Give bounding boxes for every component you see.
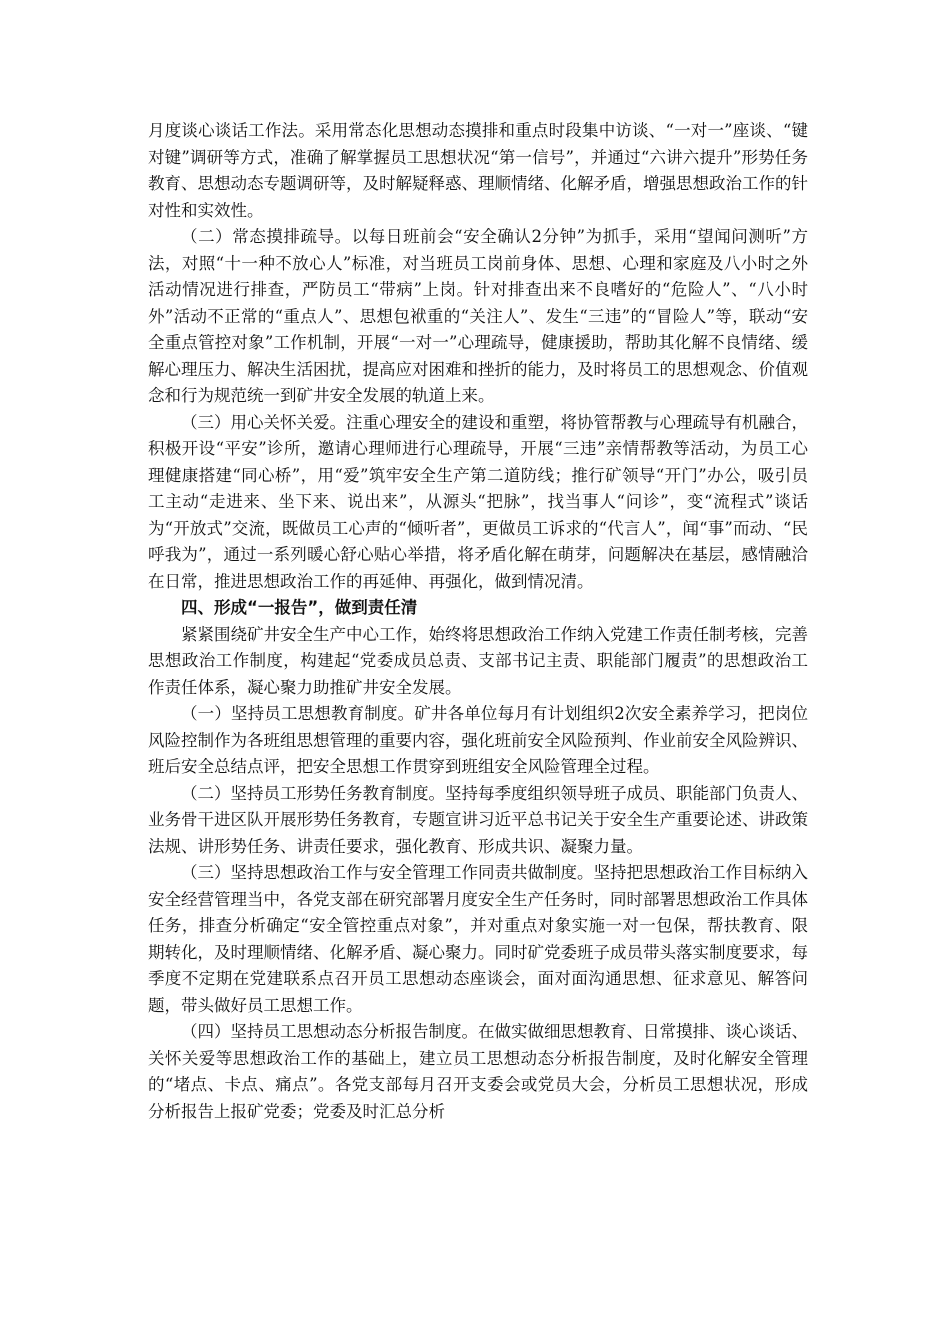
- section-heading: 四、形成“一报告”，做到责任清: [181, 598, 418, 617]
- paragraph-joint-responsibility: （三）坚持思想政治工作与安全管理工作同责共做制度。坚持把思想政治工作目标纳入安全经营管理当中，各党支部在研究部署月度安全生产任务时，同时部署思想政治工作具体任务，排查分析确定“安全管控重点对象”，并对重点对象实施一对一包保，帮扶教育、限期转化，及时理顺情绪、化解矛盾、凝心聚力。同时矿党委班子成员带头落实制度要求，每季度不定期在党建联系点召开员工思想动态座谈会，面对面沟通思想、征求意见、解答问题，带头做好员工思想工作。: [148, 863, 808, 1015]
- paragraph-continuation: 月度谈心谈话工作法。采用常态化思想动态摸排和重点时段集中访谈、“一对一”座谈、“键对键”调研等方式，准确了解掌握员工思想状况“第一信号”，并通过“六讲六提升”形势任务教育、思想动态专题调研等，及时解疑释惑、理顺情绪、化解矛盾，增强思想政治工作的针对性和实效性。: [148, 121, 808, 220]
- paragraph-routine-screening: （二）常态摸排疏导。以每日班前会“安全确认2分钟”为抓手，采用“望闻问测听”方法，对照“十一种不放心人”标准，对当班员工岗前身体、思想、心理和家庭及八小时之外活动情况进行排查，严防员工“带病”上岗。针对排查出来不良嗜好的“危险人”、“八小时外”活动不正常的“重点人”、思想包袱重的“关注人”、发生“三违”的“冒险人”等，联动“安全重点管控对象”工作机制，开展“一对一”心理疏导，健康援助，帮助其化解不良情绪、缓解心理压力、解决生活困扰，提高应对困难和挫折的能力，及时将员工的思想观念、价值观念和行为规范统一到矿井安全发展的轨道上来。: [148, 227, 808, 405]
- paragraph-section-intro: 紧紧围绕矿井安全生产中心工作，始终将思想政治工作纳入党建工作责任制考核，完善思想政治工作制度，构建起“党委成员总责、支部书记主责、职能部门履责”的思想政治工作责任体系，凝心聚力助推矿井安全发展。: [148, 624, 808, 697]
- paragraph-education-system: （一）坚持员工思想教育制度。矿井各单位每月有计划组织2次安全素养学习，把岗位风险控制作为各班组思想管理的重要内容，强化班前安全风险预判、作业前安全风险辨识、班后安全总结点评，把安全思想工作贯穿到班组安全风险管理全过程。: [148, 704, 808, 776]
- paragraph-care: （三）用心关怀关爱。注重心理安全的建设和重塑，将协管帮教与心理疏导有机融合，积极开设“平安”诊所，邀请心理师进行心理疏导，开展“三违”亲情帮教等活动，为员工心理健康搭建“同心桥”，用“爱”筑牢安全生产第二道防线；推行矿领导“开门”办公，吸引员工主动“走进来、坐下来、说出来”，从源头“把脉”，找当事人“问诊”，变“流程式”谈话为“开放式”交流，既做员工心声的“倾听者”，更做员工诉求的“代言人”，闻“事”而动、“民呼我为”，通过一系列暖心舒心贴心举措，将矛盾化解在萌芽，问题解决在基层，感情融洽在日常，推进思想政治工作的再延伸、再强化，做到情况清。: [148, 412, 808, 591]
- document-page: [148, 118, 808, 1125]
- paragraph-analysis-report: （四）坚持员工思想动态分析报告制度。在做实做细思想教育、日常摸排、谈心谈话、关怀关爱等思想政治工作的基础上，建立员工思想动态分析报告制度，及时化解安全管理的“堵点、卡点、痛点”。各党支部每月召开支委会或党员大会，分析员工思想状况，形成分析报告上报矿党委；党委及时汇总分析: [148, 1022, 808, 1121]
- paragraph-situation-education: （二）坚持员工形势任务教育制度。坚持每季度组织领导班子成员、职能部门负责人、业务骨干进区队开展形势任务教育，专题宣讲习近平总书记关于安全生产重要论述、讲政策法规、讲形势任务、讲责任要求，强化教育、形成共识、凝聚力量。: [148, 783, 808, 856]
